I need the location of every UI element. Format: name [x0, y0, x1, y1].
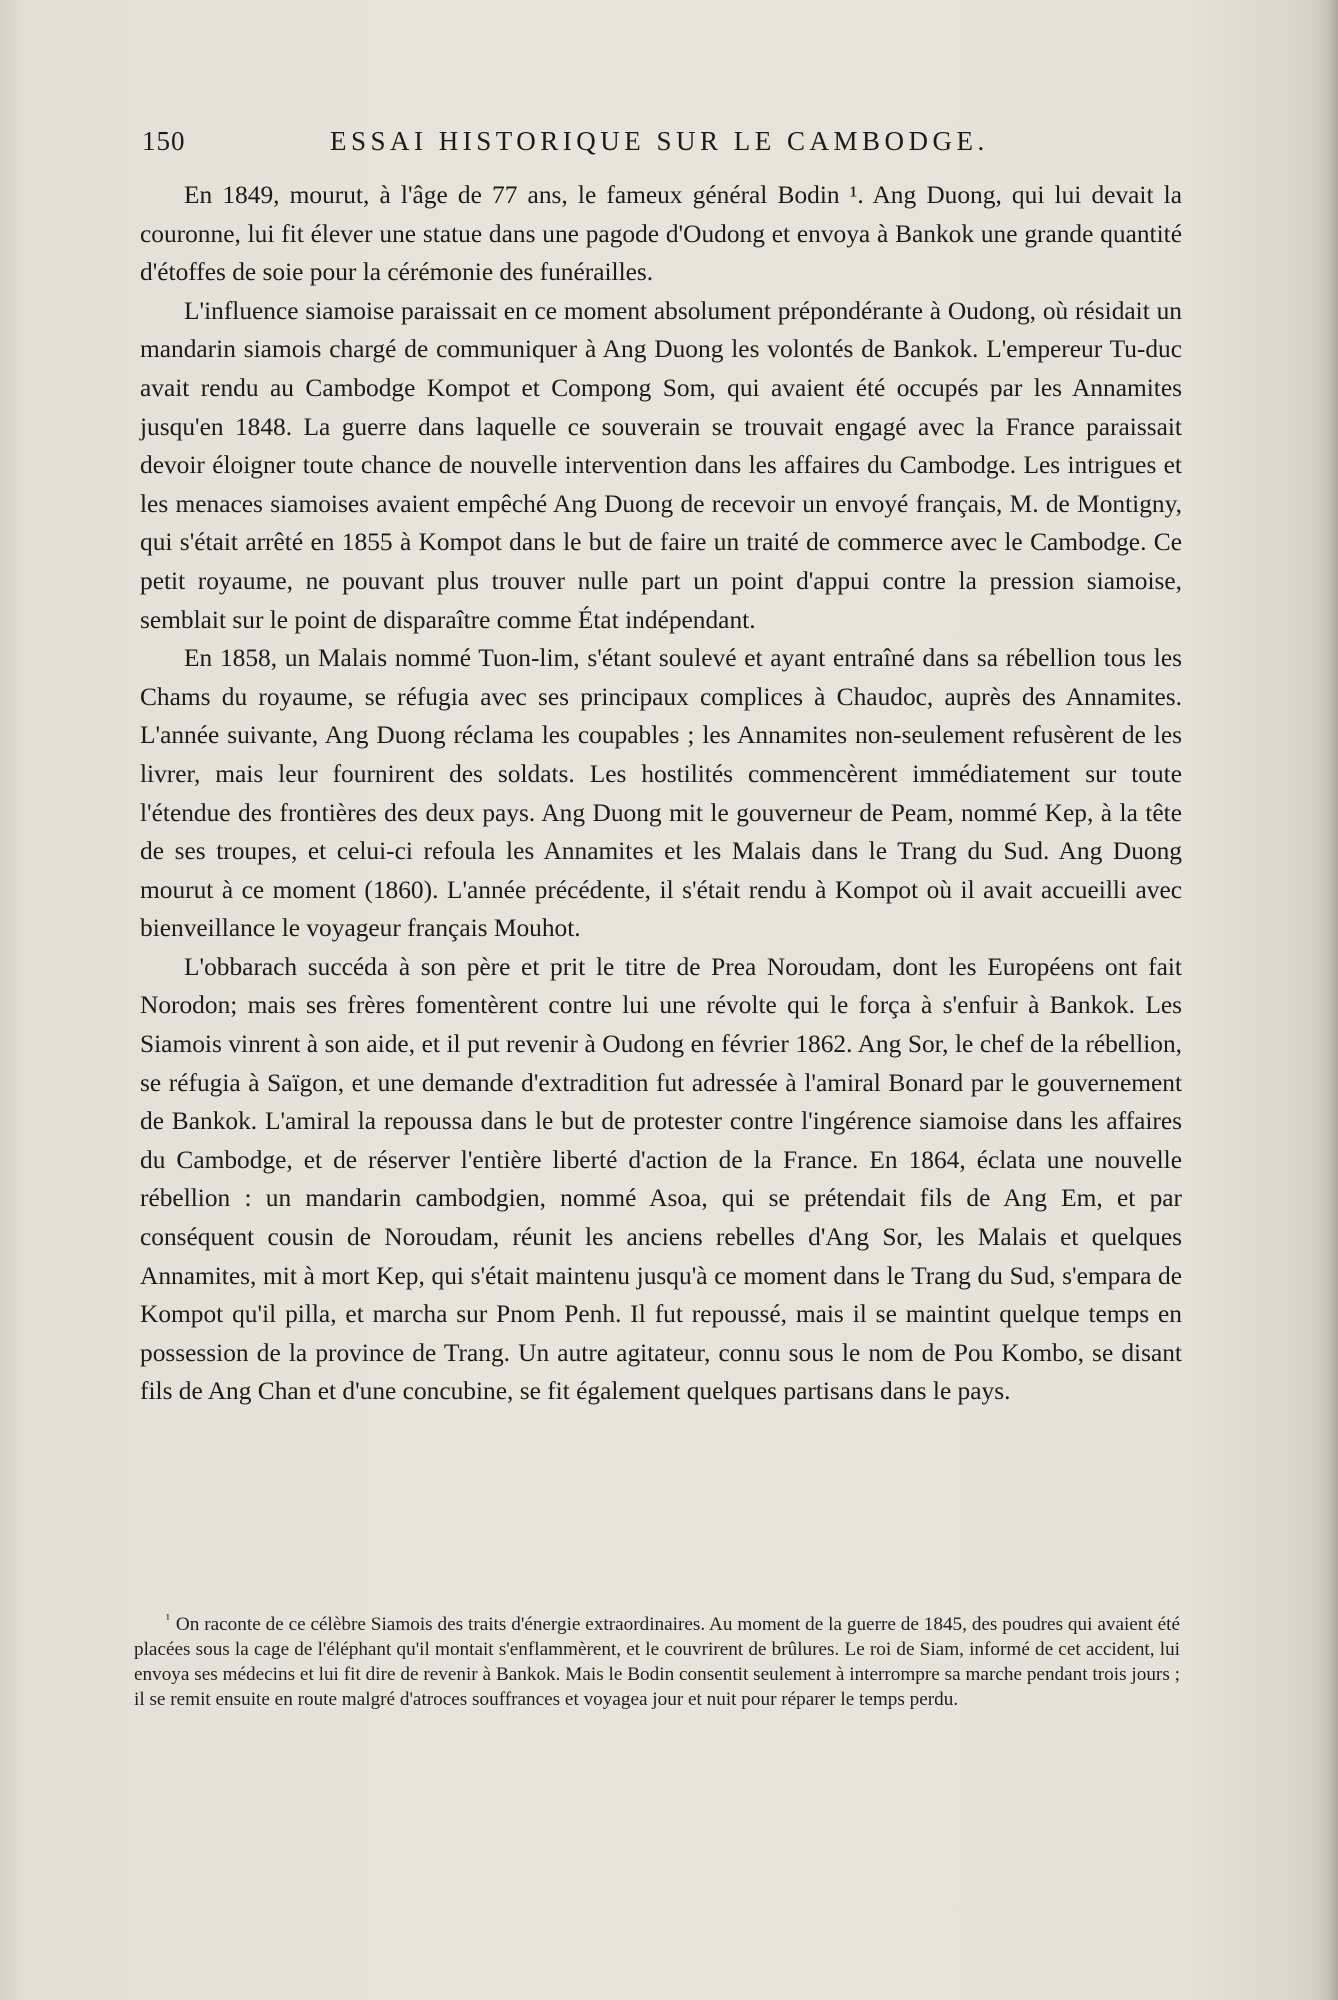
page-edge-shadow [1316, 0, 1338, 2000]
footnote [134, 1612, 1180, 1712]
page-number: 150 [142, 126, 186, 156]
body-text [140, 176, 1182, 1411]
paragraph: L'influence siamoise paraissait en ce moment absolument prépondérante à Oudong, où résidait un mandarin siamois chargé de communiquer à Ang Duong les volontés de Bankok. L'empereur Tu-duc avait rendu au Cambodge Kompot et Compong Som, qui avaient été occupés par les Annamites jusqu'en 1848. La guerre dans laquelle ce souverain se trouvait engagé avec la France paraissait devoir éloigner toute chance de nouvelle intervention dans les affaires du Cambodge. Les intrigues et les menaces siamoises avaient empêché Ang Duong de recevoir un envoyé français, M. de Montigny, qui s'était arrêté en 1855 à Kompot dans le but de faire un traité de commerce avec le Cambodge. Ce petit royaume, ne pouvant plus trouver nulle part un point d'appui contre la pression siamoise, semblait sur le point de disparaître comme État indépendant. [140, 296, 1182, 634]
paragraph: En 1858, un Malais nommé Tuon-lim, s'étant soulevé et ayant entraîné dans sa rébellion tous les Chams du royaume, se réfugia avec ses principaux complices à Chaudoc, auprès des Annamites. L'année suivante, Ang Duong réclama les coupables ; les Annamites non-seulement refusèrent de les livrer, mais leur fournirent des soldats. Les hostilités commencèrent immédiatement sur toute l'étendue des frontières des deux pays. Ang Duong mit le gouverneur de Peam, nommé Kep, à la tête de ses troupes, et celui-ci refoula les Annamites et les Malais dans le Trang du Sud. Ang Duong mourut à ce moment (1860). L'année précédente, il s'était rendu à Kompot où il avait accueilli avec bienveillance le voyageur français Mouhot. [140, 644, 1182, 943]
running-head [142, 126, 1182, 166]
paragraph: L'obbarach succéda à son père et prit le titre de Prea Noroudam, dont les Européens ont fait Norodon; mais ses frères fomentèrent contre lui une révolte qui le força à s'enfuir à Bankok. Les Siamois vinrent à son aide, et il put revenir à Oudong en février 1862. Ang Sor, le chef de la rébellion, se réfugia à Saïgon, et une demande d'extradition fut adressée à l'amiral Bonard par le gouvernement de Bankok. L'amiral la repoussa dans le but de protester contre l'ingérence siamoise dans les affaires du Cambodge, et de réserver l'entière liberté d'action de la France. En 1864, éclata une nouvelle rébellion : un mandarin cambodgien, nommé Asoa, qui se prétendait fils de Ang Em, et par conséquent cousin de Noroudam, réunit les anciens rebelles d'Ang Sor, les Malais et quelques Annamites, mit à mort Kep, qui s'était maintenu jusqu'à ce moment dans le Trang du Sud, s'empara de Kompot qu'il pilla, et marcha sur Pnom Penh. Il fut repoussé, mais il se maintint quelque temps en possession de la province de Trang. Un autre agitateur, connu sous le nom de Pou Kombo, se disant fils de Ang Chan et d'une concubine, se fit également quelques partisans dans le pays. [140, 952, 1182, 1406]
paragraph: En 1849, mourut, à l'âge de 77 ans, le fameux général Bodin ¹. Ang Duong, qui lui devait la couronne, lui fit élever une statue dans une pagode d'Oudong et envoya à Bankok une grande quantité d'étoffes de soie pour la cérémonie des funérailles. [140, 181, 1182, 287]
running-title: ESSAI HISTORIQUE SUR LE CAMBODGE. [330, 126, 989, 156]
footnote-text: On raconte de ce célèbre Siamois des traits d'énergie extraordinaires. Au moment de la guerre de 1845, des poudres qui avaient été placées sous la cage de l'éléphant qu'il montait s'enflammèrent, et le couvrirent de brûlures. Le roi de Siam, informé de cet accident, lui envoya ses médecins et lui fit dire de revenir à Bankok. Mais le Bodin consentit seulement à interrompre sa marche pendant trois jours ; il se remit ensuite en route malgré d'atroces souffrances et voyagea jour et nuit pour réparer le temps perdu. [134, 1614, 1180, 1710]
footnote-marker: ¹ [166, 1610, 170, 1626]
footnotes [134, 1612, 1180, 1712]
